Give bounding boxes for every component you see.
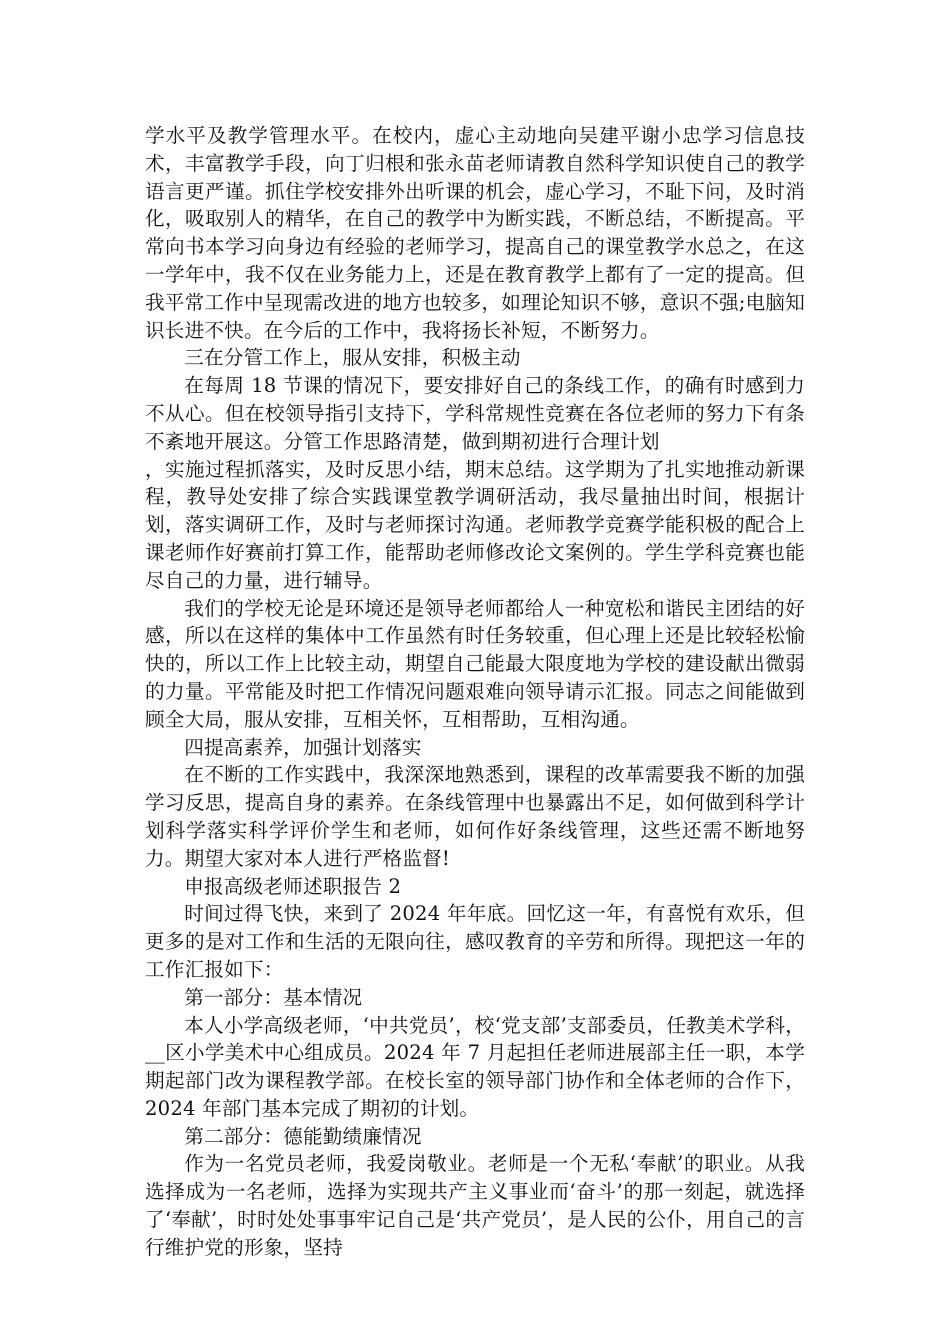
section-heading-4: 四提高素养，加强计划落实 <box>184 735 422 759</box>
paragraph-1: 学水平及教学管理水平。在校内，虚心主动地向吴建平谢小忠学习信息技术，丰富教学手段，向丁归根和张永苗老师请教自然科学知识使自己的教学语言更严谨。抓住学校安排外出听课的机会，虚心学习，不耻下问，及时消化，吸取别人的精华，在自己的教学中为断实践，不断总结，不断提高。平常向书本学习向身边有经验的老师学习，提高自己的课堂教学水总之，在这一学年中，我不仅在业务能力上，还是在教育教学上都有了一定的提高。但我平常工作中呈现需改进的地方也较多，如理论知识不够，意识不强;电脑知识长进不快。在今后的工作中，我将扬长补短，不断努力。 <box>145 124 805 342</box>
report-title-2: 申报高级老师述职报告 2 <box>184 874 402 898</box>
paragraph-11: 本人小学高级老师，‘中共党员’，校‘党支部’支部委员，任教美术学科，__区小学美术中心组成员。2024 年 7 月起担任老师进展部主任一职，本学期起部门改为课程教学部。在校长室的领导部门协作和全体老师的合作下，2024 年部门基本完成了期初的计划。 <box>145 1013 805 1120</box>
document-body <box>145 122 805 1262</box>
section-heading-3: 三在分管工作上，服从安排，积极主动 <box>184 346 521 370</box>
part-heading-2: 第二部分：德能勤绩廉情况 <box>184 1124 422 1148</box>
paragraph-13: 作为一名党员老师，我爱岗敬业。老师是一个无私‘奉献’的职业。从我选择成为一名老师，选择为实现共产主义事业而‘奋斗’的那一刻起，就选择了‘奉献’，时时处处事事牢记自己是‘共产党员’，是人民的公仆，用自己的言行维护党的形象，坚持 <box>145 1152 805 1259</box>
paragraph-9: 时间过得飞快，来到了 2024 年年底。回忆这一年，有喜悦有欢乐，但更多的是对工作和生活的无限向往，感叹教育的辛劳和所得。现把这一年的工作汇报如下： <box>145 902 805 981</box>
paragraph-4: ，实施过程抓落实，及时反思小结，期末总结。这学期为了扎实地推动新课程，教导处安排了综合实践课堂教学调研活动，我尽量抽出时间，根据计划，落实调研工作，及时与老师探讨沟通。老师教学竞赛学能积极的配合上课老师作好赛前打算工作，能帮助老师修改论文案例的。学生学科竞赛也能尽自己的力量，进行辅导。 <box>145 457 805 592</box>
part-heading-1: 第一部分：基本情况 <box>184 985 363 1009</box>
paragraph-7: 在不断的工作实践中，我深深地熟悉到，课程的改革需要我不断的加强学习反思，提高自身的素养。在条线管理中也暴露出不足，如何做到科学计划科学落实科学评价学生和老师，如何作好条线管理，这些还需不断地努力。期望大家对本人进行严格监督! <box>145 763 805 870</box>
paragraph-3: 在每周 18 节课的情况下，要安排好自己的条线工作，的确有时感到力不从心。但在校领导指引支持下，学科常规性竞赛在各位老师的努力下有条不紊地开展这。分管工作思路清楚，做到期初进行合理计划 <box>145 374 805 453</box>
paragraph-5: 我们的学校无论是环境还是领导老师都给人一种宽松和谐民主团结的好感，所以在这样的集体中工作虽然有时任务较重，但心理上还是比较轻松愉快的，所以工作上比较主动，期望自己能最大限度地为学校的建设献出微弱的力量。平常能及时把工作情况问题艰难向领导请示汇报。同志之间能做到顾全大局，服从安排，互相关怀，互相帮助，互相沟通。 <box>145 596 805 731</box>
